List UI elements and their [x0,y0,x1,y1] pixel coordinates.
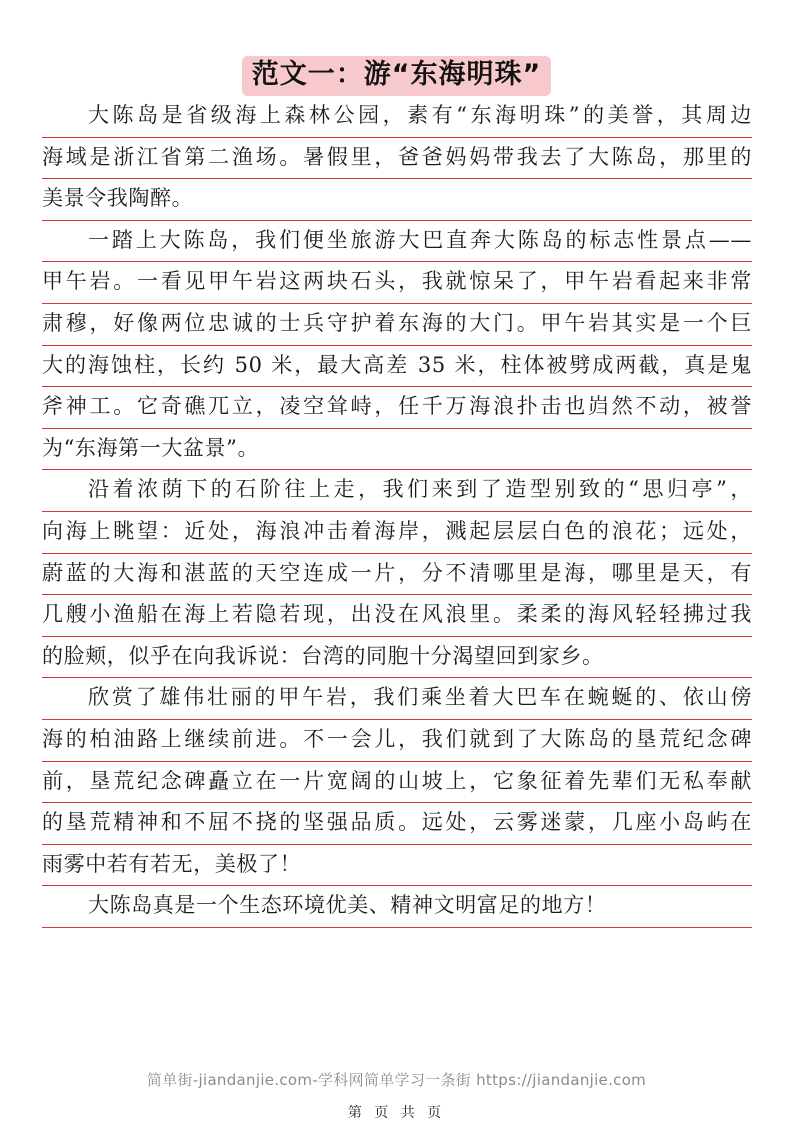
text-line: 斧神工。它奇礁兀立，凌空耸峙，任千万海浪扑击也岿然不动，被誉 [42,387,752,429]
text-line: 雨雾中若有若无，美极了！ [42,845,752,887]
text-line: 海的柏油路上继续前进。不一会儿，我们就到了大陈岛的垦荒纪念碑 [42,720,752,762]
text-line: 蔚蓝的大海和湛蓝的天空连成一片，分不清哪里是海，哪里是天，有 [42,554,752,596]
text-line: 甲午岩。一看见甲午岩这两块石头，我就惊呆了，甲午岩看起来非常 [42,262,752,304]
footer-text: 简单街-jiandanjie.com-学科网简单学习一条街 https://jiandanjie.com [146,1071,647,1089]
text-line: 欣赏了雄伟壮丽的甲午岩，我们乘坐着大巴车在蜿蜒的、依山傍 [42,678,752,720]
text-line: 一踏上大陈岛，我们便坐旅游大巴直奔大陈岛的标志性景点—— [42,221,752,263]
text-line: 大陈岛真是一个生态环境优美、精神文明富足的地方！ [42,886,752,928]
title-container [0,56,793,96]
text-line: 沿着浓荫下的石阶往上走，我们来到了造型别致的“思归亭”， [42,470,752,512]
text-line: 前，垦荒纪念碑矗立在一片宽阔的山坡上，它象征着先辈们无私奉献 [42,762,752,804]
text-line: 海域是浙江省第二渔场。暑假里，爸爸妈妈带我去了大陈岛，那里的 [42,138,752,180]
text-line: 大的海蚀柱，长约 50 米，最大高差 35 米，柱体被劈成两截，真是鬼 [42,346,752,388]
text-line: 的脸颊，似乎在向我诉说：台湾的同胞十分渴望回到家乡。 [42,637,752,679]
text-line: 美景令我陶醉。 [42,179,752,221]
text-line: 向海上眺望：近处，海浪冲击着海岸，溅起层层白色的浪花；远处， [42,512,752,554]
text-line: 的垦荒精神和不屈不挠的坚强品质。远处，云雾迷蒙，几座小岛屿在 [42,803,752,845]
text-line: 为“东海第一大盆景”。 [42,429,752,471]
text-line: 几艘小渔船在海上若隐若现，出没在风浪里。柔柔的海风轻轻拂过我 [42,595,752,637]
essay-body [42,96,752,928]
text-line: 肃穆，好像两位忠诚的士兵守护着东海的大门。甲午岩其实是一个巨 [42,304,752,346]
text-line: 大陈岛是省级海上森林公园，素有“东海明珠”的美誉，其周边 [42,96,752,138]
page-number: 第 页 共 页 [347,1105,446,1121]
essay-title: 范文一：游“东海明珠” [242,56,552,96]
